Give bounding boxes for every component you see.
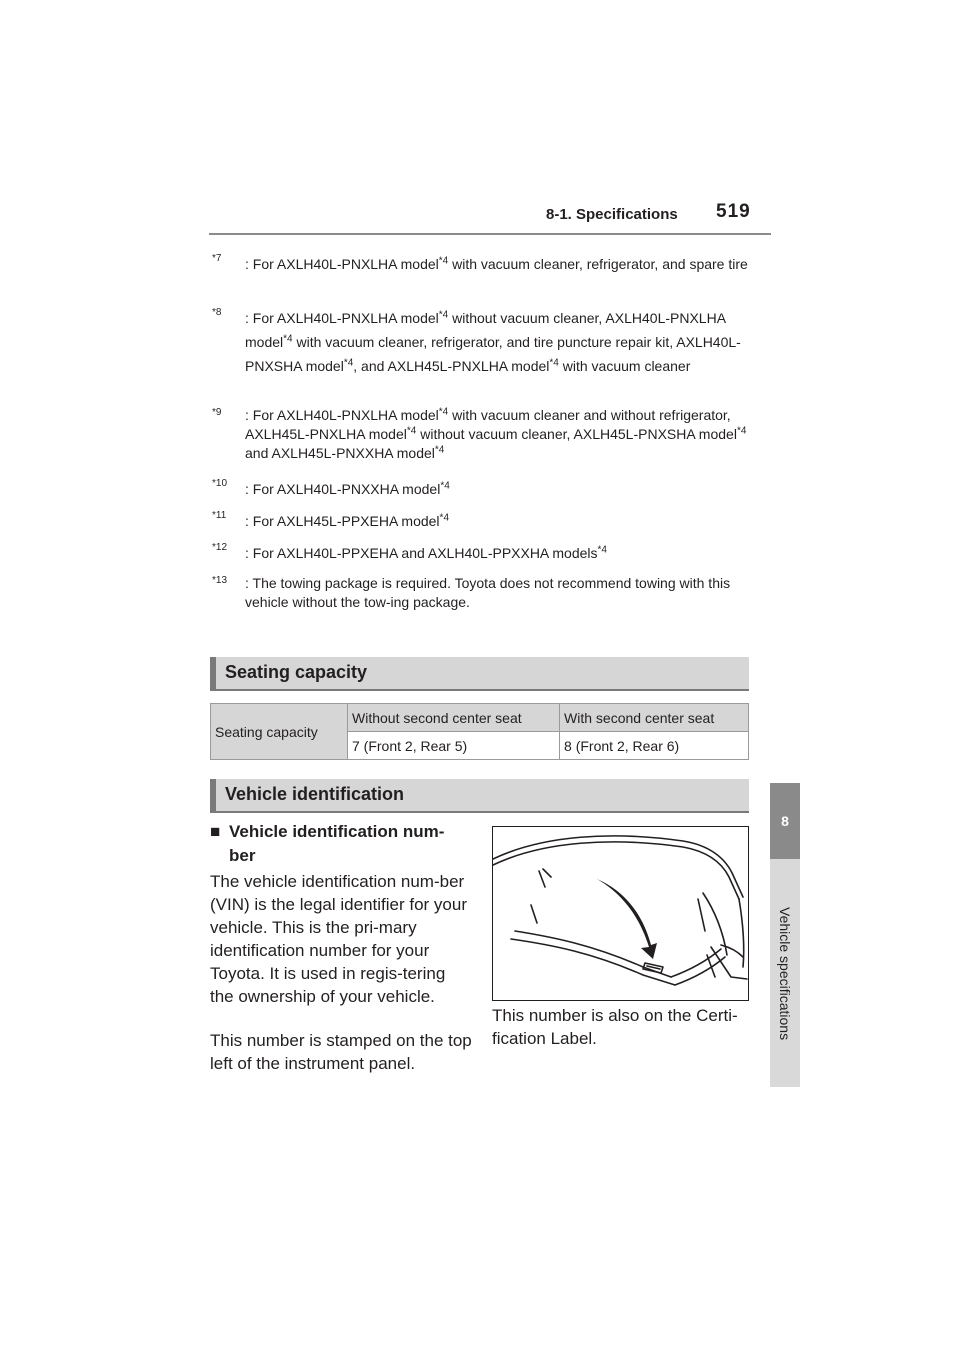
table-row-header: Seating capacity — [211, 704, 348, 760]
table-row — [211, 704, 749, 732]
vin-location: This number is stamped on the top left of the instrument panel. — [210, 1031, 472, 1073]
chapter-number: 8 — [770, 783, 800, 859]
footnote-item — [212, 574, 755, 612]
vehicle-identification-heading: Vehicle identification — [210, 779, 749, 813]
footnote-marker: *12 — [212, 542, 228, 553]
footnote-item — [212, 406, 755, 463]
footnote-marker: *11 — [212, 510, 227, 521]
footnote-text: : For AXLH40L-PNXXHA model$^{*4}$ — [245, 480, 450, 497]
footnote-text: : For AXLH40L-PPXEHA and AXLH40L-PPXXHA models$^{*4}$ — [245, 544, 607, 561]
footnote-marker: *8 — [212, 307, 222, 318]
seating-capacity-heading: Seating capacity — [210, 657, 749, 691]
table-column-header: Without second center seat — [348, 704, 560, 732]
footnote-marker: *9 — [212, 407, 222, 418]
footnote-item — [212, 509, 755, 533]
chapter-title: Vehicle specifications — [777, 907, 793, 1041]
footnote-item — [212, 306, 755, 378]
footnote-marker: *7 — [212, 253, 222, 264]
header-divider — [209, 233, 771, 235]
section-title: 8-1. Specifications — [546, 206, 678, 223]
footnote-text: : For AXLH45L-PPXEHA model$^{*4}$ — [245, 512, 449, 529]
certification-label-caption: This number is also on the Certi-fication Label. — [492, 1006, 738, 1048]
footnote-item — [212, 477, 755, 501]
windshield-drawing — [493, 827, 748, 1000]
footnote-text: : For AXLH40L-PNXLHA model$^{*4}$ without vacuum cleaner, AXLH40L-PNXLHA model$^{*4}$ with vacuum cleaner, refrigerator, and tire puncture repair kit, AXLH40L-PNXSHA model$^{*4}$, and AXLH45L-PNXLHA model$^{*4}$ with vacuum cleaner — [245, 309, 741, 374]
footnote-item — [212, 252, 755, 276]
table-cell: 7 (Front 2, Rear 5) — [348, 732, 560, 760]
subheading-text: Vehicle identification num-ber — [229, 822, 445, 865]
pointer-arrow-icon — [597, 879, 657, 959]
windshield-vin-illustration — [492, 826, 749, 1001]
footnote-item — [212, 541, 755, 565]
page-number: 519 — [716, 201, 751, 222]
footnote-marker: *10 — [212, 478, 228, 489]
table-column-header: With second center seat — [560, 704, 749, 732]
footnote-marker: *13 — [212, 575, 228, 586]
vin-description: The vehicle identification num-ber (VIN) is the legal identifier for your vehicle. This is the pri-mary identification number for your Toyota. It is used in regis-tering the ownership of your vehicle. — [210, 872, 467, 1006]
footnote-text: : For AXLH40L-PNXLHA model$^{*4}$ with vacuum cleaner, refrigerator, and spare tire — [245, 255, 748, 272]
footnote-text: : For AXLH40L-PNXLHA model$^{*4}$ with vacuum cleaner and without refrigerator, AXLH45L-PNXLHA model$^{*4}$ without vacuum cleaner, AXLH45L-PNXSHA model$^{*4}$ and AXLH45L-PNXXHA model$^{*4}$ — [245, 406, 747, 461]
seating-capacity-table — [210, 703, 749, 760]
table-cell: 8 (Front 2, Rear 6) — [560, 732, 749, 760]
footnote-text: : The towing package is required. Toyota does not recommend towing with this vehicle without the tow-ing package. — [245, 575, 731, 610]
vin-subheading — [210, 820, 470, 868]
bullet-square-icon: ■ — [210, 822, 221, 841]
